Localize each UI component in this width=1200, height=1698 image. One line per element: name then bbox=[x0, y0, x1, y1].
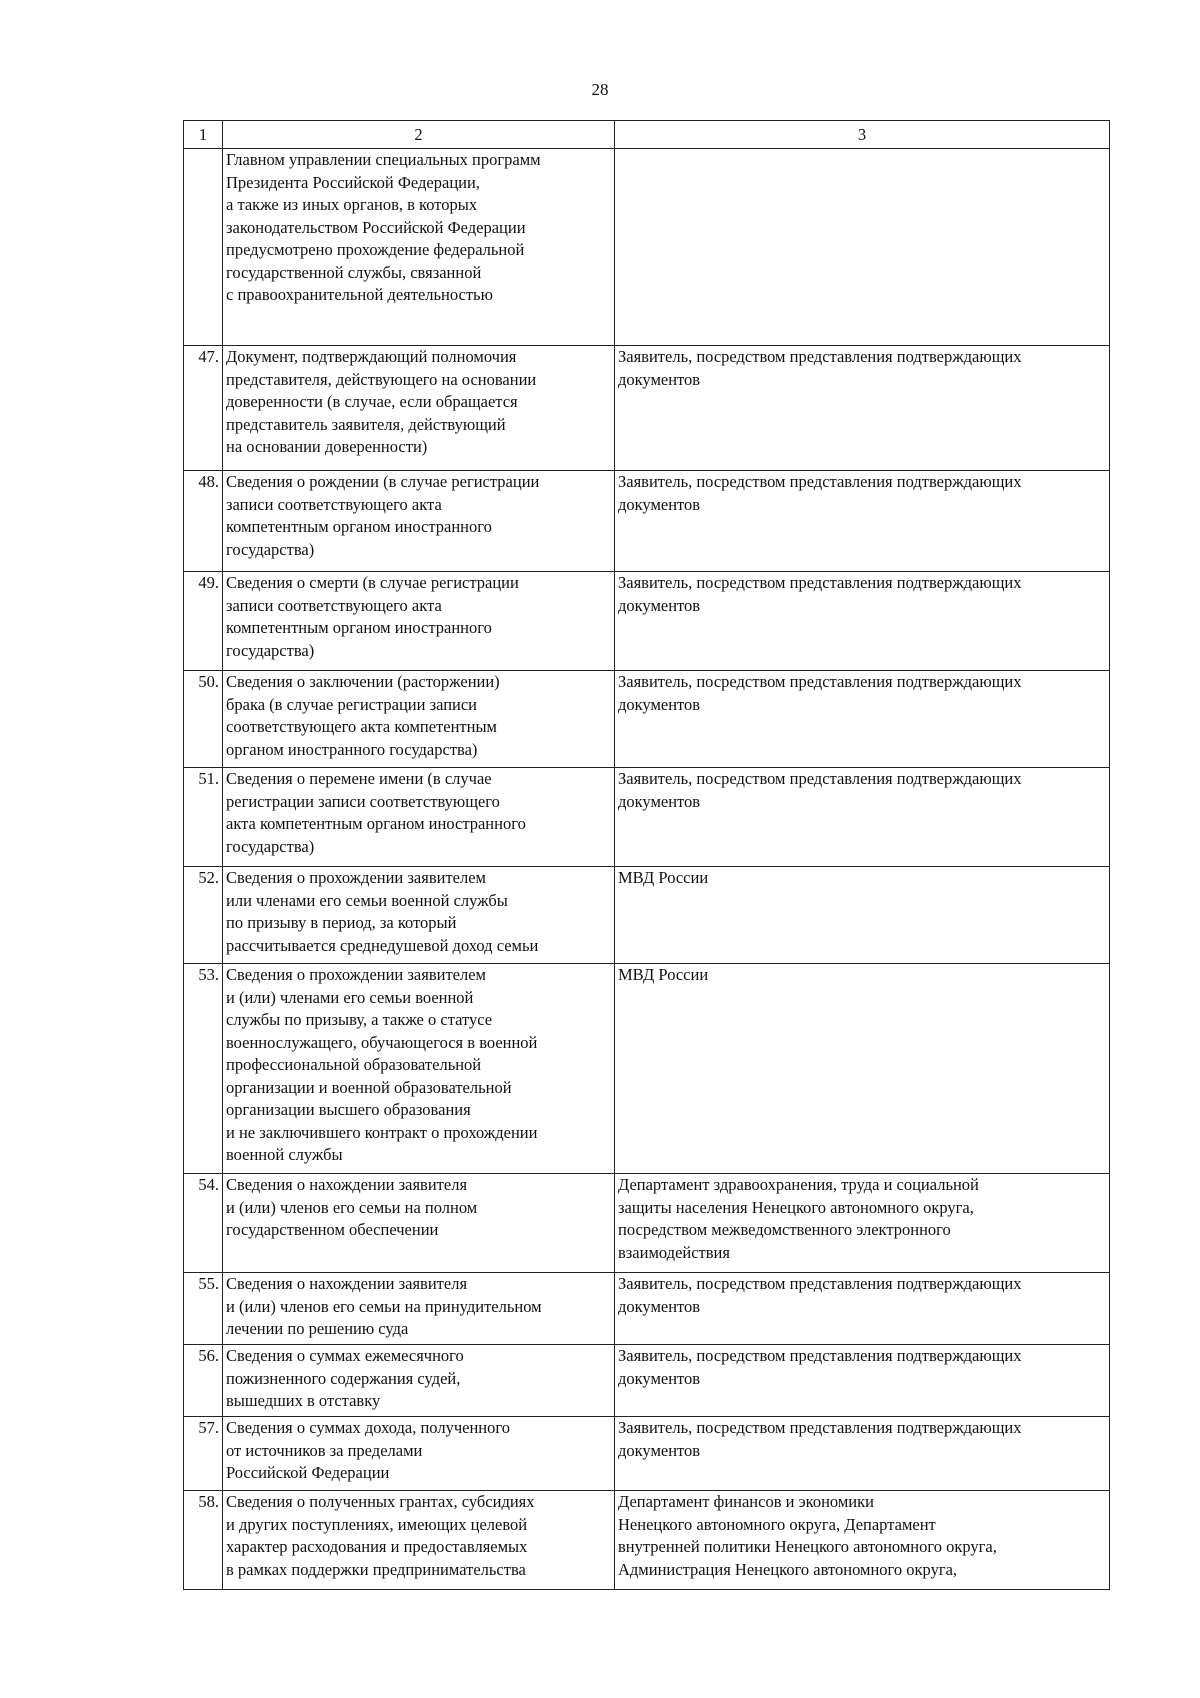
row-information: Главном управлении специальных программ Президента Российской Федерации, а также из иных органов, в которых законодательством Российской Федерации предусмотрено прохождение федеральной государственной службы, связанной с правоохранительной деятельностью bbox=[223, 149, 615, 346]
row-information: Сведения о заключении (расторжении) брака (в случае регистрации записи соответствующего акта компетентным органом иностранного государства) bbox=[223, 671, 615, 768]
row-source bbox=[615, 149, 1110, 346]
table-row bbox=[184, 867, 1110, 964]
row-information: Сведения о рождении (в случае регистрации записи соответствующего акта компетентным органом иностранного государства) bbox=[223, 471, 615, 572]
row-number: 56. bbox=[184, 1345, 223, 1417]
row-number: 58. bbox=[184, 1491, 223, 1590]
table-row bbox=[184, 1491, 1110, 1590]
column-header-number: 1 bbox=[184, 121, 223, 149]
row-number: 49. bbox=[184, 572, 223, 671]
row-source: МВД России bbox=[615, 867, 1110, 964]
row-number: 57. bbox=[184, 1417, 223, 1491]
row-information: Сведения о смерти (в случае регистрации записи соответствующего акта компетентным органом иностранного государства) bbox=[223, 572, 615, 671]
table-row bbox=[184, 1273, 1110, 1345]
column-header-source: 3 bbox=[615, 121, 1110, 149]
row-information: Сведения о суммах ежемесячного пожизненного содержания судей, вышедших в отставку bbox=[223, 1345, 615, 1417]
row-number: 50. bbox=[184, 671, 223, 768]
row-number: 53. bbox=[184, 964, 223, 1174]
row-information: Сведения о перемене имени (в случае регистрации записи соответствующего акта компетентным органом иностранного государства) bbox=[223, 768, 615, 867]
row-source: Заявитель, посредством представления подтверждающих документов bbox=[615, 671, 1110, 768]
row-source: Заявитель, посредством представления подтверждающих документов bbox=[615, 346, 1110, 471]
row-number: 52. bbox=[184, 867, 223, 964]
table-row bbox=[184, 149, 1110, 346]
row-source: Департамент финансов и экономики Ненецкого автономного округа, Департамент внутренней политики Ненецкого автономного округа, Администрация Ненецкого автономного округа, bbox=[615, 1491, 1110, 1590]
row-number: 48. bbox=[184, 471, 223, 572]
table-row bbox=[184, 671, 1110, 768]
row-number: 55. bbox=[184, 1273, 223, 1345]
table-row bbox=[184, 1345, 1110, 1417]
row-information: Сведения о нахождении заявителя и (или) членов его семьи на принудительном лечении по решению суда bbox=[223, 1273, 615, 1345]
table-row bbox=[184, 1417, 1110, 1491]
column-header-information: 2 bbox=[223, 121, 615, 149]
row-information: Сведения о прохождении заявителем и (или) членами его семьи военной службы по призыву, а также о статусе военнослужащего, обучающегося в военной профессиональной образовательной организации и военной образовательной организации высшего образования и не заключившего контракт о прохождении военной службы bbox=[223, 964, 615, 1174]
table-row bbox=[184, 1174, 1110, 1273]
row-number bbox=[184, 149, 223, 346]
row-information: Сведения о полученных грантах, субсидиях и других поступлениях, имеющих целевой характер расходования и предоставляемых в рамках поддержки предпринимательства bbox=[223, 1491, 615, 1590]
table-row bbox=[184, 768, 1110, 867]
row-information: Документ, подтверждающий полномочия представителя, действующего на основании доверенности (в случае, если обращается представитель заявителя, действующий на основании доверенности) bbox=[223, 346, 615, 471]
row-information: Сведения о суммах дохода, полученного от источников за пределами Российской Федерации bbox=[223, 1417, 615, 1491]
row-source: Департамент здравоохранения, труда и социальной защиты населения Ненецкого автономного округа, посредством межведомственного электронного взаимодействия bbox=[615, 1174, 1110, 1273]
table-row bbox=[184, 346, 1110, 471]
documents-table bbox=[183, 120, 1110, 1590]
table-row bbox=[184, 572, 1110, 671]
table-row bbox=[184, 471, 1110, 572]
row-number: 54. bbox=[184, 1174, 223, 1273]
table-header-row bbox=[184, 121, 1110, 149]
page-number: 28 bbox=[591, 80, 609, 99]
row-source: МВД России bbox=[615, 964, 1110, 1174]
row-source: Заявитель, посредством представления подтверждающих документов bbox=[615, 1417, 1110, 1491]
row-information: Сведения о нахождении заявителя и (или) членов его семьи на полном государственном обеспечении bbox=[223, 1174, 615, 1273]
row-information: Сведения о прохождении заявителем или членами его семьи военной службы по призыву в период, за который рассчитывается среднедушевой доход семьи bbox=[223, 867, 615, 964]
table-row bbox=[184, 964, 1110, 1174]
row-source: Заявитель, посредством представления подтверждающих документов bbox=[615, 572, 1110, 671]
row-source: Заявитель, посредством представления подтверждающих документов bbox=[615, 1345, 1110, 1417]
row-source: Заявитель, посредством представления подтверждающих документов bbox=[615, 471, 1110, 572]
row-source: Заявитель, посредством представления подтверждающих документов bbox=[615, 1273, 1110, 1345]
row-source: Заявитель, посредством представления подтверждающих документов bbox=[615, 768, 1110, 867]
row-number: 51. bbox=[184, 768, 223, 867]
row-number: 47. bbox=[184, 346, 223, 471]
